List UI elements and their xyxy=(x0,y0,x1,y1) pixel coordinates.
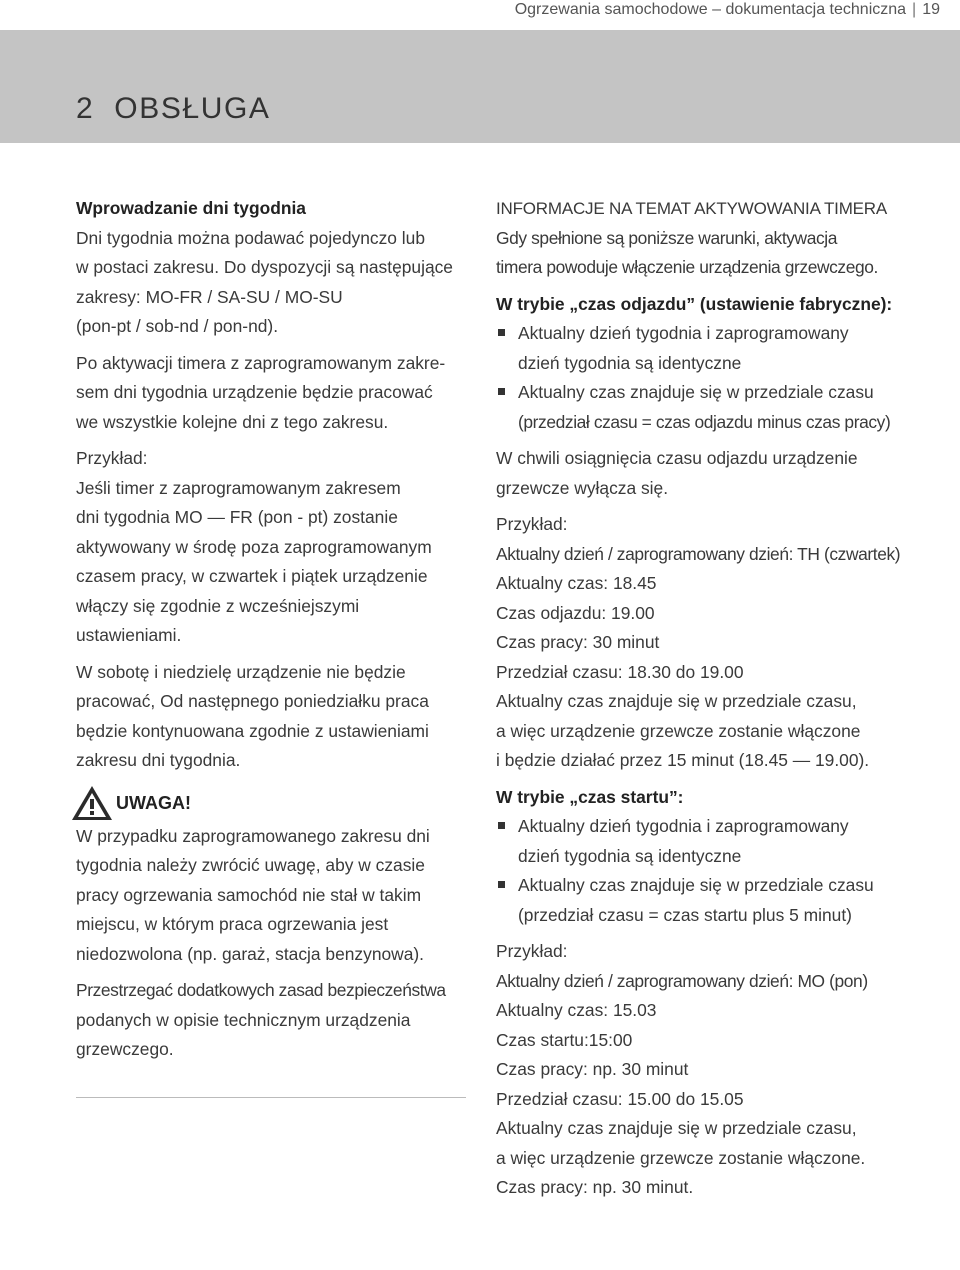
text-line: W chwili osiągnięcia czasu odjazdu urządzenie xyxy=(496,448,858,468)
list-item xyxy=(496,871,946,930)
departure-example xyxy=(496,540,946,776)
document-title: Ogrzewania samochodowe – dokumentacja techniczna xyxy=(514,1,907,18)
text-line: W przypadku zaprogramowanego zakresu dni xyxy=(76,825,430,846)
right-column xyxy=(496,194,946,1203)
text-line: dzień tygodnia są identyczne xyxy=(518,845,742,866)
text-line: dni tygodnia MO — FR (pon - pt) zostanie xyxy=(76,507,398,527)
text-line: Czas pracy: 30 minut xyxy=(496,632,660,652)
warning-header xyxy=(70,778,476,822)
bullet-square-icon xyxy=(498,388,505,395)
text-line: Aktualny czas znajduje się w przedziale czasu xyxy=(518,382,874,402)
chapter-heading xyxy=(76,92,271,126)
weekend-paragraph xyxy=(76,658,476,776)
text-line: Przedział czasu: 15.00 do 15.05 xyxy=(496,1088,744,1109)
bullet-square-icon xyxy=(498,329,505,336)
text-line: zakresu dni tygodnia. xyxy=(76,750,241,770)
text-line: ustawieniami. xyxy=(76,625,182,645)
example-label: Przykład: xyxy=(496,514,568,534)
weekday-heading: Wprowadzanie dni tygodnia xyxy=(76,198,306,218)
list-item xyxy=(496,319,946,378)
activation-paragraph xyxy=(76,349,476,438)
text-line: zakresy: MO-FR / SA-SU / MO-SU xyxy=(76,286,343,307)
text-line: Czas odjazdu: 19.00 xyxy=(496,602,655,623)
chapter-number: 2 xyxy=(76,92,95,125)
spacer xyxy=(496,437,946,444)
example-label: Przykład: xyxy=(496,941,568,961)
spacer xyxy=(496,930,946,937)
text-line: Aktualny dzień tygodnia i zaprogramowany xyxy=(518,816,849,836)
bullet-square-icon xyxy=(498,822,505,829)
text-line: Aktualny dzień / zaprogramowany dzień: TH (czwartek) xyxy=(496,543,901,564)
text-line: Po aktywacji timera z zaprogramowanym zakre- xyxy=(76,352,446,373)
text-line: Czas pracy: np. 30 minut xyxy=(496,1059,689,1079)
text-line: Aktualny dzień tygodnia i zaprogramowany xyxy=(518,323,849,343)
example-paragraph xyxy=(76,474,476,651)
text-line: Jeśli timer z zaprogramowanym zakresem xyxy=(76,477,401,498)
text-line: Gdy spełnione są poniższe warunki, aktywacja xyxy=(496,227,838,248)
text-line: czasem pracy, w czwartek i piątek urządzenie xyxy=(76,566,428,586)
example-label: Przykład: xyxy=(76,448,148,468)
spacer xyxy=(76,437,476,444)
text-line: (przedział czasu = czas startu plus 5 minut) xyxy=(518,904,852,925)
text-line: a więc urządzenie grzewcze zostanie włączone. xyxy=(496,1147,866,1168)
text-line: Aktualny czas: 15.03 xyxy=(496,1000,657,1020)
text-line: aktywowany w środę poza zaprogramowanym xyxy=(76,536,432,557)
spacer xyxy=(76,969,476,976)
text-line: (pon-pt / sob-nd / pon-nd). xyxy=(76,316,279,336)
chapter-title: OBSŁUGA xyxy=(114,92,271,125)
text-line: sem dni tygodnia urządzenie będzie pracować xyxy=(76,382,433,402)
spacer xyxy=(76,651,476,658)
chapter-band xyxy=(0,30,960,143)
timer-info-heading: INFORMACJE NA TEMAT AKTYWOWANIA TIMERA xyxy=(496,199,888,218)
text-line: dzień tygodnia są identyczne xyxy=(518,352,742,373)
departure-conditions-list xyxy=(496,319,946,437)
text-line: Przestrzegać dodatkowych zasad bezpieczeństwa xyxy=(76,980,446,1000)
text-line: Dni tygodnia można podawać pojedynczo lub xyxy=(76,227,426,248)
weekday-intro xyxy=(76,224,476,342)
text-line: W sobotę i niedzielę urządzenie nie będzie xyxy=(76,661,406,682)
text-line: Aktualny czas: 18.45 xyxy=(496,573,657,593)
bullet-square-icon xyxy=(498,881,505,888)
header-separator: | xyxy=(912,1,917,18)
spacer xyxy=(496,503,946,510)
text-line: włączy się zgodnie z wcześniejszymi xyxy=(76,595,360,616)
text-line: będzie kontynuowana zgodnie z ustawieniami xyxy=(76,720,429,741)
start-example xyxy=(496,967,946,1203)
text-line: miejscu, w którym praca ogrzewania jest xyxy=(76,914,389,934)
left-column xyxy=(76,194,476,1065)
text-line: Aktualny czas znajduje się w przedziale czasu, xyxy=(496,1118,857,1138)
departure-after-paragraph xyxy=(496,444,946,503)
text-line: podanych w opisie technicznym urządzenia xyxy=(76,1009,411,1030)
text-line: Aktualny czas znajduje się w przedziale czasu, xyxy=(496,691,857,711)
text-line: Aktualny czas znajduje się w przedziale czasu xyxy=(518,875,874,895)
start-conditions-list xyxy=(496,812,946,930)
text-line: we wszystkie kolejne dni z tego zakresu. xyxy=(76,411,389,432)
page-number: 19 xyxy=(922,1,940,18)
text-line: Przedział czasu: 18.30 do 19.00 xyxy=(496,661,744,682)
running-header xyxy=(0,0,960,28)
spacer xyxy=(496,776,946,783)
spacer xyxy=(496,283,946,290)
text-line: grzewcze wyłącza się. xyxy=(496,477,669,498)
list-item xyxy=(496,812,946,871)
text-line: niedozwolona (np. garaż, stacja benzynowa). xyxy=(76,943,425,964)
safety-paragraph xyxy=(76,976,476,1065)
warning-label: UWAGA! xyxy=(116,793,191,813)
text-line: i będzie działać przez 15 minut (18.45 — 19.00). xyxy=(496,750,870,770)
text-line: Czas pracy: np. 30 minut. xyxy=(496,1177,694,1197)
text-line: pracy ogrzewania samochód nie stał w takim xyxy=(76,884,422,905)
text-line: (przedział czasu = czas odjazdu minus czas pracy) xyxy=(518,411,891,432)
list-item xyxy=(496,378,946,437)
text-line: timera powoduje włączenie urządzenia grzewczego. xyxy=(496,257,878,277)
text-line: pracować, Od następnego poniedziałku praca xyxy=(76,691,429,711)
departure-mode-heading: W trybie „czas odjazdu” (ustawienie fabryczne): xyxy=(496,293,893,314)
text-line: Aktualny dzień / zaprogramowany dzień: MO (pon) xyxy=(496,970,868,991)
text-line: w postaci zakresu. Do dyspozycji są następujące xyxy=(76,257,453,277)
text-line: grzewczego. xyxy=(76,1039,174,1059)
warning-paragraph xyxy=(76,822,476,970)
text-line: a więc urządzenie grzewcze zostanie włączone xyxy=(496,720,861,741)
column-end-rule xyxy=(76,1097,466,1098)
warning-triangle-icon xyxy=(70,784,114,822)
text-line: tygodnia należy zwrócić uwagę, aby w czasie xyxy=(76,855,425,875)
text-line: Czas startu:15:00 xyxy=(496,1029,633,1050)
timer-intro xyxy=(496,224,946,283)
spacer xyxy=(76,342,476,349)
start-mode-heading: W trybie „czas startu”: xyxy=(496,786,684,807)
